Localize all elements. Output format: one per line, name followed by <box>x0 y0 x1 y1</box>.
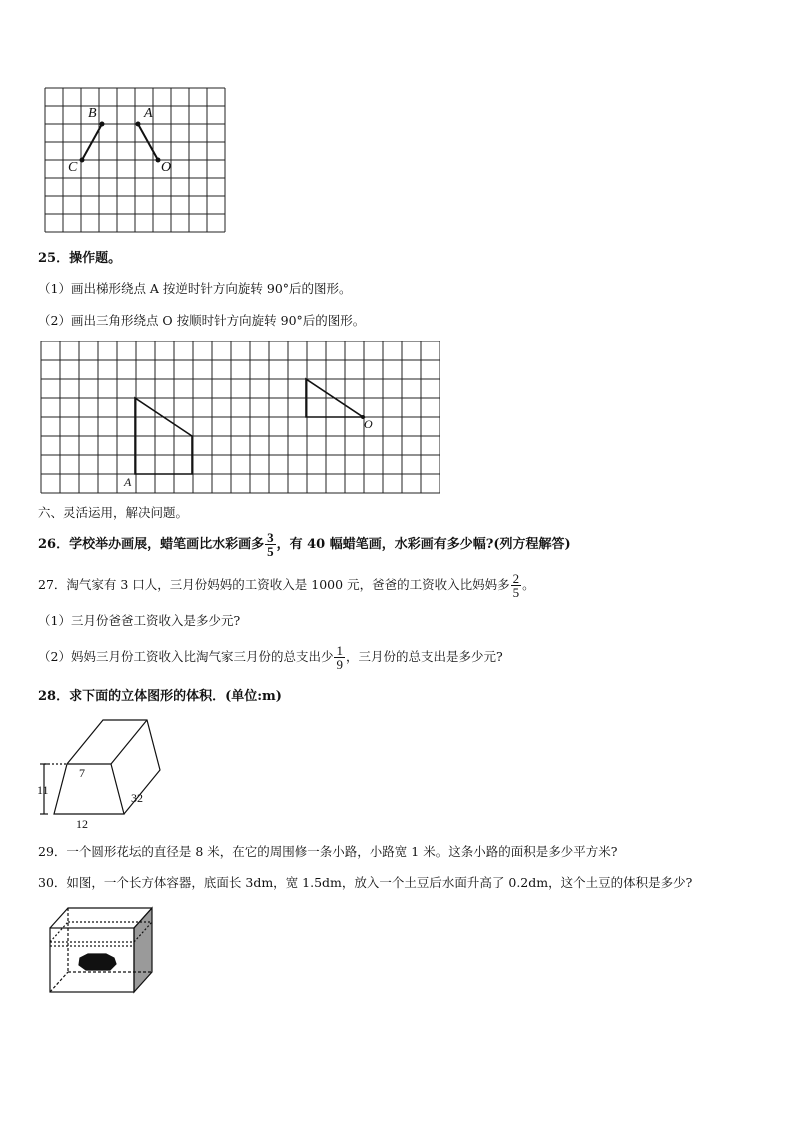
prism-figure <box>34 716 164 831</box>
q27-sub1: （1）三月份爸爸工资收入是多少元? <box>38 613 241 628</box>
label-o2: O <box>364 417 373 431</box>
section6-title: 六、灵活运用，解决问题。 <box>38 505 189 520</box>
q27-sub2-fraction <box>334 644 345 671</box>
container-figure <box>44 902 156 997</box>
q26-frac-den: 5 <box>267 544 274 559</box>
q27-sub2 <box>38 642 503 672</box>
dim-height: 11 <box>37 783 49 797</box>
potato-shape <box>79 954 116 970</box>
q30-text: 30．如图，一个长方体容器，底面长 3dm，宽 1.5dm，放入一个土豆后水面升高了 0.2dm，这个土豆的体积是多少? <box>38 875 693 890</box>
q27-after: 。 <box>522 577 535 592</box>
q26-fraction <box>265 531 276 558</box>
point-c <box>80 158 85 163</box>
q27-sub2-frac-den: 9 <box>336 657 343 672</box>
q28-title: 28．求下面的立体图形的体积．(单位:m) <box>38 689 282 704</box>
dim-top: 7 <box>79 766 85 780</box>
q26-frac-num: 3 <box>267 530 274 545</box>
q26-before: 26．学校举办画展，蜡笔画比水彩画多 <box>38 537 265 552</box>
q26-text <box>38 530 571 560</box>
q27-text <box>38 570 535 600</box>
q25-sub1: （1）画出梯形绕点 A 按逆时针方向旋转 90°后的图形。 <box>38 281 352 296</box>
point-o <box>156 158 161 163</box>
q27-sub2-after: ，三月份的总支出是多少元? <box>345 649 503 664</box>
label-c: C <box>68 160 78 175</box>
point-b <box>100 122 105 127</box>
dim-bottom: 12 <box>76 817 88 831</box>
q25-sub2: （2）画出三角形绕点 O 按顺时针方向旋转 90°后的图形。 <box>38 313 366 328</box>
q27-frac-num: 2 <box>512 571 520 586</box>
q29-text: 29．一个圆形花坛的直径是 8 米，在它的周围修一条小路，小路宽 1 米。这条小路的面积是多少平方米? <box>38 844 618 859</box>
label-o: O <box>161 160 172 175</box>
container-side-face <box>134 908 152 992</box>
trapezoid-prism-svg <box>34 716 164 831</box>
q27-before: 27．淘气家有 3 口人，三月份妈妈的工资收入是 1000 元，爸爸的工资收入比妈妈多 <box>38 577 510 592</box>
q27-sub2-before: （2）妈妈三月份工资收入比淘气家三月份的总支出少 <box>38 649 334 664</box>
q27-sub2-frac-num: 1 <box>336 643 343 658</box>
rotation-grid-svg <box>40 341 440 496</box>
q27-frac-den: 5 <box>512 585 520 600</box>
label-b: B <box>88 106 97 121</box>
dim-length: 32 <box>131 791 143 805</box>
grid-figure-2 <box>40 341 440 496</box>
q27-fraction <box>511 572 522 599</box>
q26-after: ，有 40 幅蜡笔画，水彩画有多少幅?(列方程解答) <box>276 537 571 552</box>
label-a2: A <box>124 475 132 489</box>
q25-title: 25．操作题。 <box>38 251 122 266</box>
point-a <box>136 122 141 127</box>
grid-figure-1 <box>40 86 240 236</box>
cuboid-container-svg <box>44 902 156 997</box>
label-a: A <box>144 106 153 121</box>
